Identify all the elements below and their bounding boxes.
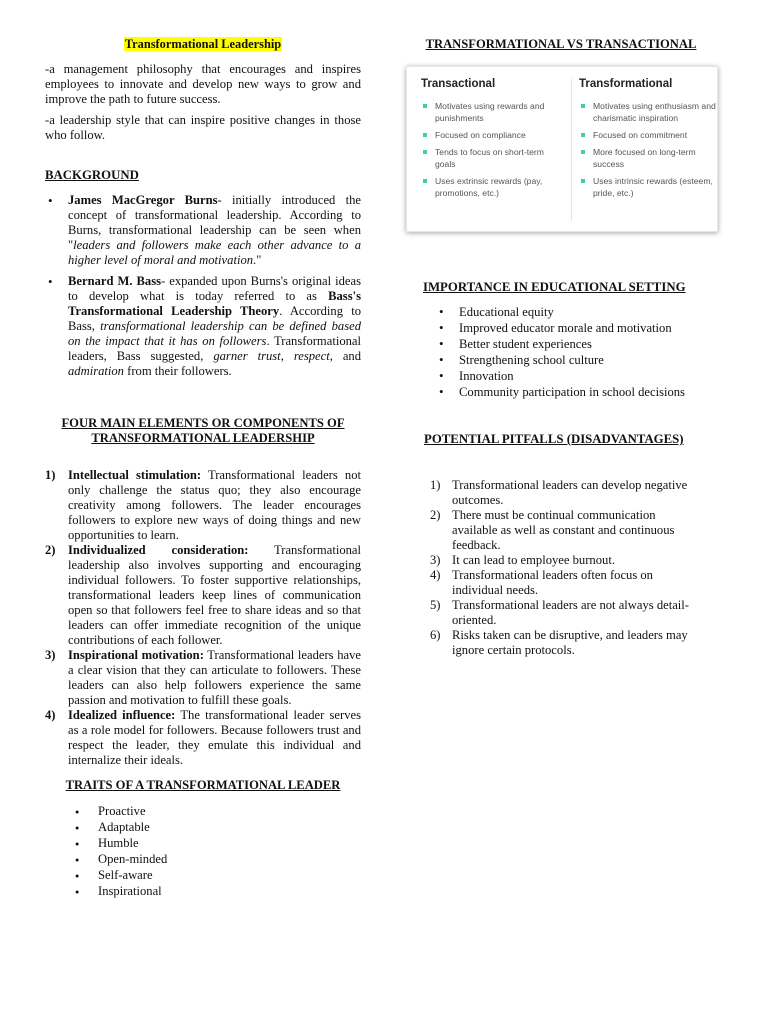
intro-paragraph-2: -a leadership style that can inspire positive changes in those who follow. [45,113,361,142]
comparison-heading: TRANSFORMATIONAL VS TRANSACTIONAL [425,37,697,51]
elements-list [45,468,361,768]
background-item-bass: • Bernard M. Bass- expanded upon Burns's original ideas to develop what is today referred to as Bass's Transformational Leadership Theory. According to Bass, transformational leadership can be defined based on the impact that it has on followers. Transformational leaders, Bass suggested, garner trust, respect, and admiration from their followers. [45,274,361,379]
trait-item: ● Adaptable [45,819,361,835]
transformational-item: More focused on long-term success [579,146,719,170]
trait-item: ● Open-minded [45,851,361,867]
importance-item: • Educational equity [400,304,722,320]
element-item: 2) Individualized consideration: Transformational leadership also involves supporting and encouraging individual followers. To foster supportive relationships, transformational leaders keep lines of communication open so that followers feel free to share ideas and so that leaders can offer immediate recognition of the unique contributions of each follower. [45,543,361,647]
intro-paragraph-1: -a management philosophy that encourages and inspires employees to innovate and develop new ways to grow and improve the path to future success. [45,62,361,106]
transactional-item: Tends to focus on short-term goals [421,146,561,170]
importance-item: • Improved educator morale and motivation [400,320,722,336]
pitfall-item: 5) Transformational leaders are not always detail-oriented. [430,598,689,627]
comparison-card [406,66,718,232]
element-item: 4) Idealized influence: The transformational leader serves as a role model for followers. Because followers trust and respect the leader, they emulate this individual and internalize their ideals. [45,708,361,767]
transformational-item: Focused on commitment [579,129,719,141]
trait-item: ● Humble [45,835,361,851]
transformational-title: Transformational [579,78,673,90]
transactional-item: Motivates using rewards and punishments [421,100,561,124]
transformational-column [579,77,719,204]
pitfall-item: 3) It can lead to employee burnout. [430,553,615,567]
document-title: Transformational Leadership [124,37,282,51]
importance-item: • Community participation in school decisions [400,384,722,400]
elements-heading: FOUR MAIN ELEMENTS OR COMPONENTS OF TRANSFORMATIONAL LEADERSHIP [61,416,345,445]
pitfall-item: 4) Transformational leaders often focus on individual needs. [430,568,653,597]
background-heading: BACKGROUND [45,168,139,182]
trait-item: ● Inspirational [45,883,361,899]
background-item-burns: • James MacGregor Burns- initially introduced the concept of transformational leadership. According to Burns, transformational leadership can be seen when "leaders and followers make each other advance to a higher level of moral and motivation." [45,193,361,268]
transactional-list [421,100,561,199]
trait-item: ● Self-aware [45,867,361,883]
left-column [45,37,361,899]
transactional-title: Transactional [421,78,496,90]
background-list [45,193,361,379]
trait-item: ● Proactive [45,803,361,819]
pitfalls-heading: POTENTIAL PITFALLS (DISADVANTAGES) [424,432,684,446]
right-column [400,37,722,658]
pitfall-item: 6) Risks taken can be disruptive, and leaders may ignore certain protocols. [430,628,688,657]
card-divider [571,79,572,221]
importance-heading: IMPORTANCE IN EDUCATIONAL SETTING [423,280,686,294]
traits-list [45,803,361,899]
transformational-list [579,100,719,199]
element-item: 3) Inspirational motivation: Transformational leaders have a clear vision that they can articulate to followers. These leaders can also help followers experience the same passion and motivation to fulfill these goals. [45,648,361,707]
pitfall-item: 2) There must be continual communication available as well as constant and continuous feedback. [430,508,675,552]
transformational-item: Uses intrinsic rewards (esteem, pride, etc.) [579,175,719,199]
transactional-item: Uses extrinsic rewards (pay, promotions, etc.) [421,175,561,199]
importance-item: • Strengthening school culture [400,352,722,368]
pitfall-item: 1) Transformational leaders can develop negative outcomes. [430,478,688,507]
importance-list [400,304,722,400]
transactional-item: Focused on compliance [421,129,561,141]
traits-heading: TRAITS OF A TRANSFORMATIONAL LEADER [65,778,341,792]
transformational-item: Motivates using enthusiasm and charismatic inspiration [579,100,719,124]
transactional-column [421,77,561,204]
importance-item: • Innovation [400,368,722,384]
pitfalls-list [400,478,700,658]
importance-item: • Better student experiences [400,336,722,352]
element-item: 1) Intellectual stimulation: Transformational leaders not only challenge the status quo; they also encourage creativity among followers. The leader encourages followers to explore new ways of doing things and new opportunities to learn. [45,468,361,542]
